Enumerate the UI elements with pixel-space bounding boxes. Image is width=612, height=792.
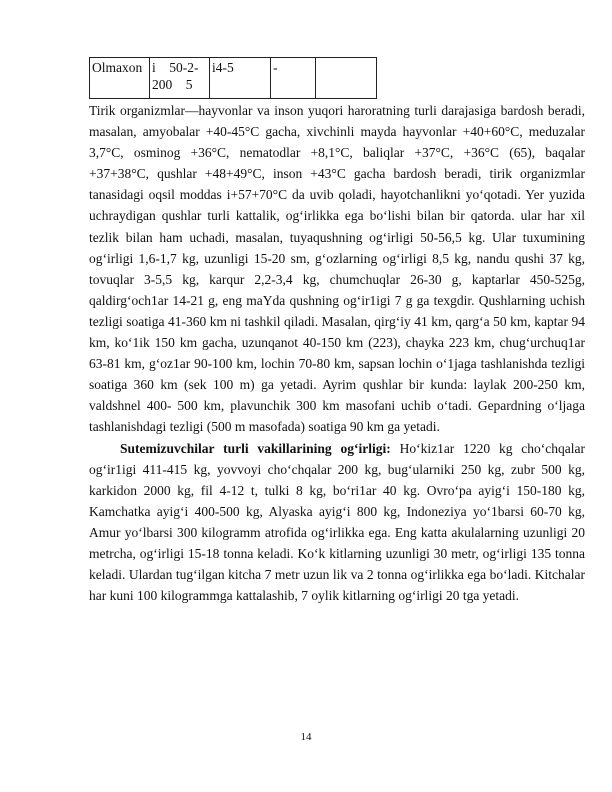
table-row (90, 58, 377, 99)
table-cell-value: i4-5 (210, 58, 271, 99)
table-cell-species: Olmaxon (90, 58, 150, 99)
page-number: 14 (300, 731, 312, 743)
paragraph-temperature-flight: Tirik organizmlar—hayvonlar va inson yuqori haroratning turli darajasiga bardosh beradi, masalan, amyobalar +40-45°C gacha, xivchinli mayda hayvonlar +40+60°C, meduzalar 3,7°C, osminog +36°C, nematodlar +8,1°C, baliqlar +37°C, +36°C (65), baqalar +37+38°C, qushlar +48+49°C, inson +43°C gacha bardosh beradi, tirik organizmlar tanasidagi oqsil moddas i+57+70°C da uvib qoladi, hayotchanlikni yo‘qotadi. Yer yuzida uchraydigan qushlar turli kattalik, og‘irlikka ega bo‘lishi bilan bir qatorda. ular har xil tezlik bilan ham uchadi, masalan, tuyaqushning og‘irligi 50-56,5 kg. Ular tuxumining og‘irligi 1,6-1,7 kg, uzunligi 15-20 sm, g‘ozlarning og‘irligi 8,5 kg, nandu qushi 37 kg, tovuqlar 3-5,5 kg, karqur 2,2-3,4 kg, chumchuqlar 26-30 g, kaptarlar 450-525g, qaldirg‘och1ar 14-21 g, eng maYda qushning og‘ir1igi 7 g ga texgdir. Qushlarning uchish tezligi soatiga 41-360 km ni tashkil qiladi. Masalan, qirg‘iy 41 km, qarg‘a 50 km, kaptar 94 km, ko‘1ik 150 km gacha, uzunqanot 40-150 km (223), chayka 223 km, chug‘urchuq1ar 63-81 km, g‘oz1ar 90-100 km, lochin 70-80 km, sapsan lochin o‘1jaga tashlanishda tezligi soatiga 360 km (sek 100 m) ga yetadi. Ayrim qushlar bir kunda: laylak 200-250 km, valdshnel 400- 500 km, plavunchik 300 km masofani uchib o‘tadi. Gepardning o‘ljaga tashlanishdagi tezligi (500 m masofada) soatiga 90 km ga yetadi. (89, 103, 585, 435)
document-body (89, 100, 585, 606)
paragraph-lead: Sutemizuvchilar turli vakillarining og‘irligi: (120, 440, 391, 456)
table-cell-range-line2: 200 5 (152, 77, 193, 92)
table-cell-dash: - (271, 58, 316, 99)
table-cell-range-line1: i 50-2- (152, 60, 199, 75)
paragraph-mammal-weights (89, 438, 585, 607)
table-cell-range (150, 58, 210, 99)
paragraph-text: Ho‘kiz1ar 1220 kg cho‘chqalar og‘ir1igi 411-415 kg, yovvoyi cho‘chqalar 200 kg, bug‘ularniki 250 kg, zubr 500 kg, karkidon 2000 kg, fil 4-12 t, tulki 8 kg, bo‘ri1ar 40 kg. Ovro‘pa ayig‘i 150-180 kg, Kamchatka ayig‘i 400-500 kg, Alyaska ayig‘i 800 kg, Indoneziya yo‘1barsi 60-70 kg, Amur yo‘lbarsi 300 kilogramm atrofida og‘irlikka ega. Eng katta akulalarning uzunligi 20 metrcha, og‘irligi 15-18 tonna keladi. Ko‘k kitlarning uzunligi 30 metr, og‘irligi 135 tonna keladi. Ulardan tug‘ilgan kitcha 7 metr uzun lik va 2 tonna og‘irlikka ega bo‘ladi. Kitchalar har kuni 100 kilogrammga kattalashib, 7 oylik kitlarning og‘irligi 20 tga yetadi. (89, 440, 585, 604)
species-table-fragment (89, 57, 377, 99)
table-cell-empty (316, 58, 377, 99)
